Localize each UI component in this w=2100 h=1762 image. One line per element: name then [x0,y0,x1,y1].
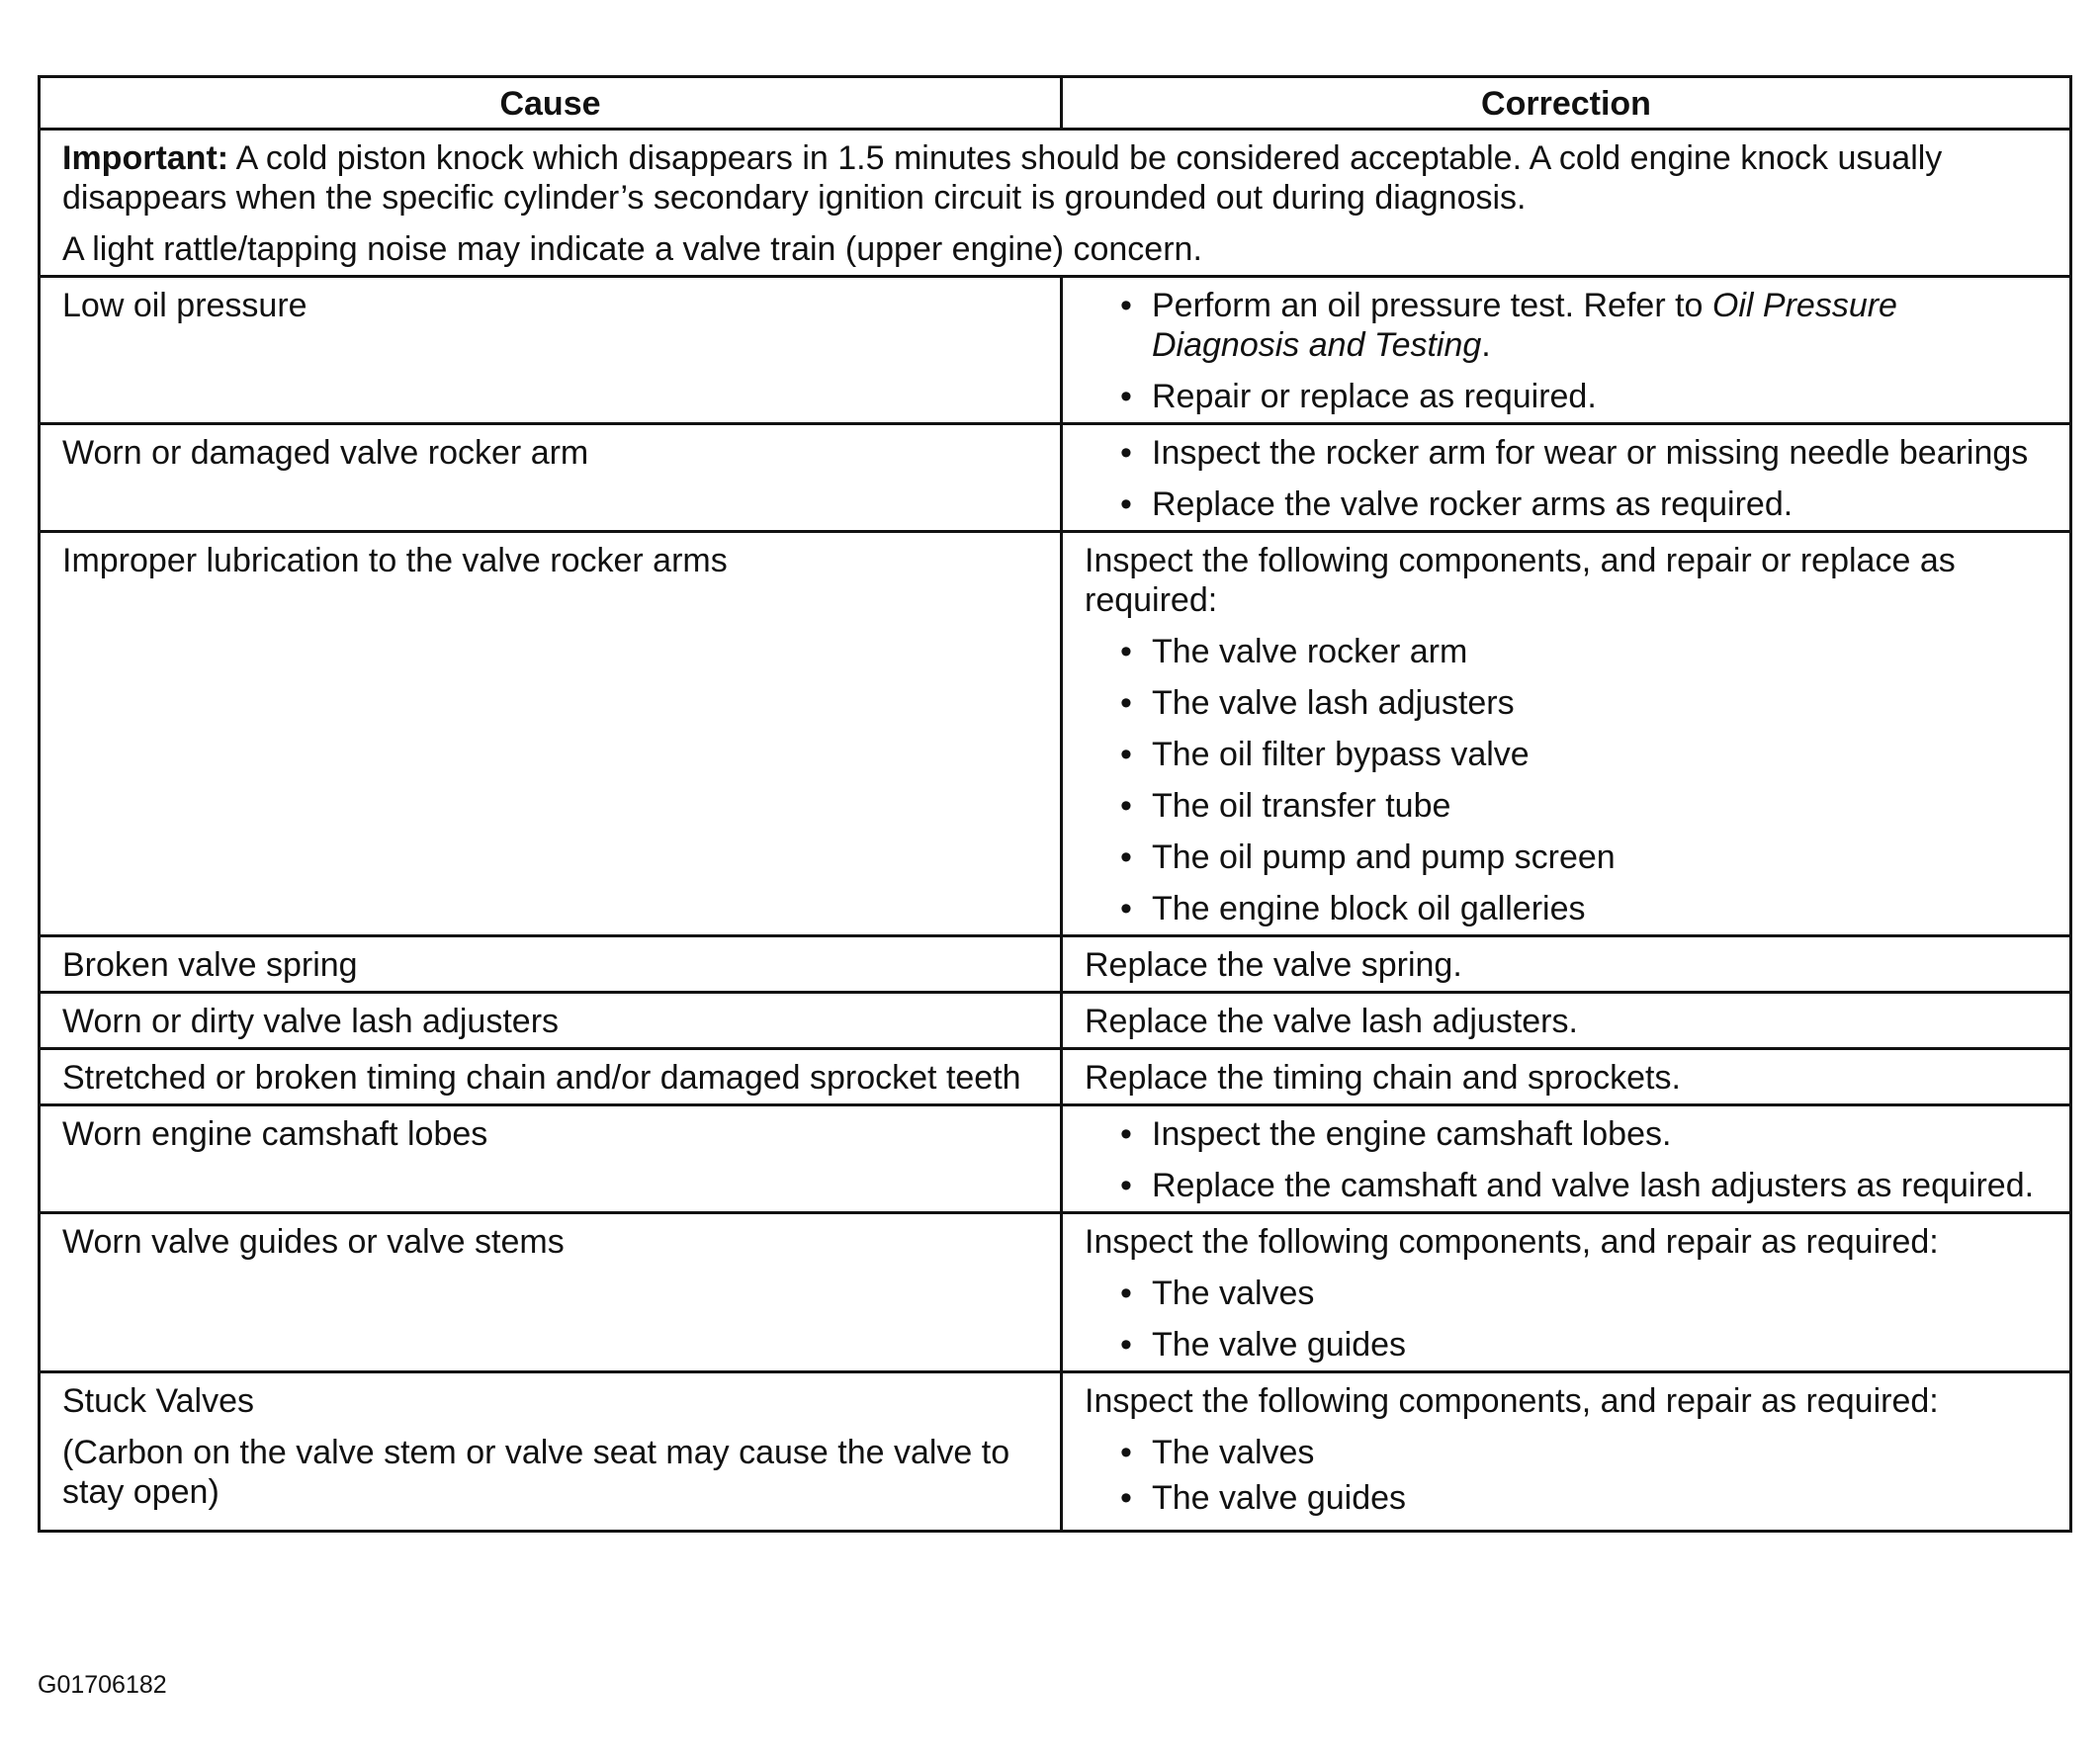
bullet-item: • The valve guides [1120,1478,2054,1518]
bullet-item: • The engine block oil galleries [1120,889,2054,928]
bullet-item: • Replace the valve rocker arms as required. [1120,485,2054,524]
bullet-item: • The valves [1120,1433,2054,1472]
doc-reference: Oil Pressure Diagnosis and Testing [1152,287,1897,364]
bullet-item: • Repair or replace as required. [1120,377,2054,416]
cause-cell: Worn valve guides or valve stems [40,1213,1062,1372]
rattle-note-text: A light rattle/tapping noise may indicate a valve train (upper engine) concern. [62,230,1202,268]
cause-text: Stuck Valves [62,1382,255,1420]
important-note-text: A cold piston knock which disappears in 1.5 minutes should be considered acceptable. A cold engine knock usually disappears when the specific cylinder’s secondary ignition circuit is grounded out during diagnosis. [62,139,1943,217]
bullet-text: Perform an oil pressure test. Refer to [1152,287,1712,324]
correction-cell [1062,1105,2071,1213]
bullet-item: • The oil transfer tube [1120,786,2054,826]
important-label: Important: [62,139,229,177]
table-row [40,993,2071,1049]
bullet-item: • The oil pump and pump screen [1120,837,2054,877]
cause-column-header: Cause [40,77,1062,130]
bullet-text-end: . [1481,326,1491,364]
cause-cell: Low oil pressure [40,277,1062,424]
table-row [40,277,2071,424]
header-row [40,77,2071,130]
bullet-item: • Inspect the engine camshaft lobes. [1120,1114,2054,1154]
bullet-item: • The valve guides [1120,1325,2054,1365]
cause-cell: Improper lubrication to the valve rocker arms [40,532,1062,936]
table-row [40,532,2071,936]
bullet-item: • Inspect the rocker arm for wear or missing needle bearings [1120,433,2054,473]
cause-cell: Worn engine camshaft lobes [40,1105,1062,1213]
bullet-item: • The valve lash adjusters [1120,683,2054,723]
table-row [40,1105,2071,1213]
cause-cell: Broken valve spring [40,936,1062,993]
bullet-item: • The valve rocker arm [1120,632,2054,671]
bullet-item: • The valves [1120,1274,2054,1313]
cause-cell: Worn or dirty valve lash adjusters [40,993,1062,1049]
correction-cell [1062,1213,2071,1372]
table-row [40,1372,2071,1532]
cause-cell: Stretched or broken timing chain and/or damaged sprocket teeth [40,1049,1062,1105]
table-row [40,936,2071,993]
table-row [40,1213,2071,1372]
correction-cell: Replace the valve lash adjusters. [1062,993,2071,1049]
cause-cell: Worn or damaged valve rocker arm [40,424,1062,532]
figure-id: G01706182 [38,1671,167,1699]
important-note [40,130,2071,277]
correction-cell [1062,424,2071,532]
important-note-row [40,130,2071,277]
correction-intro: Inspect the following components, and repair or replace as required: [1085,542,1956,619]
correction-cell: Replace the timing chain and sprockets. [1062,1049,2071,1105]
diagnosis-table [38,75,2072,1533]
correction-cell [1062,277,2071,424]
table-row [40,424,2071,532]
bullet-item: • The oil filter bypass valve [1120,735,2054,774]
cause-note: (Carbon on the valve stem or valve seat may cause the valve to stay open) [62,1434,1010,1511]
correction-cell: Replace the valve spring. [1062,936,2071,993]
bullet-item [1120,286,2054,365]
correction-cell [1062,1372,2071,1532]
correction-column-header: Correction [1062,77,2071,130]
correction-intro: Inspect the following components, and repair as required: [1085,1382,1939,1420]
cause-cell [40,1372,1062,1532]
table-row [40,1049,2071,1105]
correction-cell [1062,532,2071,936]
bullet-item: • Replace the camshaft and valve lash adjusters as required. [1120,1166,2054,1205]
correction-intro: Inspect the following components, and repair as required: [1085,1223,1939,1261]
